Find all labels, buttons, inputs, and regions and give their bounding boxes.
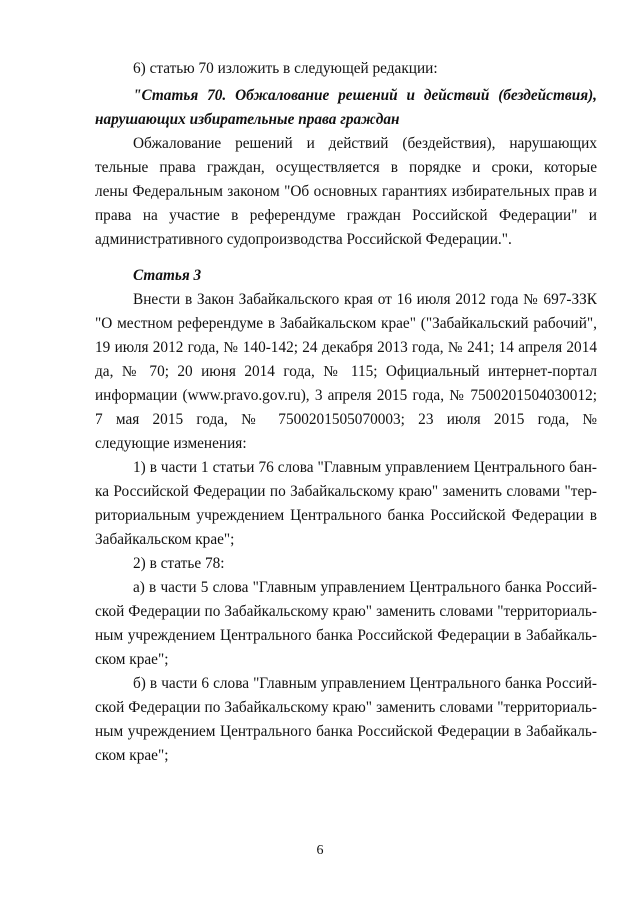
article-3-text-line: Внести в Закон Забайкальского края от 16 июля 2012 года № 697-ЗЗК [133,291,597,308]
item-2-text-line: 2) в статье 78: [133,555,225,572]
article-70-heading-line-1: "Статья 70. Обжалование решений и действий (бездействия), [133,87,597,104]
article-70-text-line: Обжалование решений и действий (бездействия), нарушающих [133,135,597,152]
article-3-text-line: 19 июля 2012 года, № 140-142; 24 декабря 2013 года, № 241; 14 апреля 2014 [95,339,597,356]
article-3-text-line: "О местном референдуме в Забайкальском крае" ("Забайкальский рабочий", [95,315,597,332]
article-3-text-line: информации (www.pravo.gov.ru), 3 апреля 2015 года, № 7500201504030012; [95,387,597,404]
article-3-heading: Статья 3 [133,267,202,284]
item-2a-text-line: ской Федерации по Забайкальскому краю" заменить словами "территориаль- [95,603,597,620]
page-number: 6 [316,843,324,858]
item-2a-text-line: ным учреждением Центрального банка Российской Федерации в Забайкаль- [95,627,597,644]
article-3-text-line: 7 мая 2015 года, № 7500201505070003; 23 июля 2015 года, № [95,411,597,428]
item-2b-text-line: б) в части 6 слова "Главным управлением Центрального банка Россий- [133,675,597,692]
item-2b-text-line: ском крае"; [95,747,169,764]
item-1-text-line: ка Российской Федерации по Забайкальскому краю" заменить словами "тер- [95,483,597,500]
item-2b-text-line: ской Федерации по Забайкальскому краю" заменить словами "территориаль- [95,699,597,716]
article-70-text-line: лены Федеральным законом "Об основных гарантиях избирательных прав и [95,183,597,200]
item-1-text-line: Забайкальском крае"; [95,531,235,548]
article-70-text-line: административного судопроизводства Российской Федерации.". [95,231,512,248]
article-70-text-line: тельные права граждан, осуществляется в порядке и сроки, которые [95,159,597,176]
item-2b-text-line: ным учреждением Центрального банка Российской Федерации в Забайкаль- [95,723,597,740]
item-1-text-line: 1) в части 1 статьи 76 слова "Главным управлением Центрального бан- [133,459,597,476]
item-1-text-line: риториальным учреждением Центрального банка Российской Федерации в [95,507,597,524]
article-3-text-line: да, № 70; 20 июня 2014 года, № 115; Официальный интернет-портал [95,363,597,380]
article-3-text-line: следующие изменения: [95,435,247,452]
paragraph-item-6: 6) статью 70 изложить в следующей редакции: [133,60,438,77]
item-2a-text-line: а) в части 5 слова "Главным управлением Центрального банка Россий- [133,579,597,596]
item-2a-text-line: ском крае"; [95,651,169,668]
article-70-text-line: права на участие в референдуме граждан Российской Федерации" и [95,207,597,224]
article-70-heading-line-2: нарушающих избирательные права граждан [95,111,400,128]
